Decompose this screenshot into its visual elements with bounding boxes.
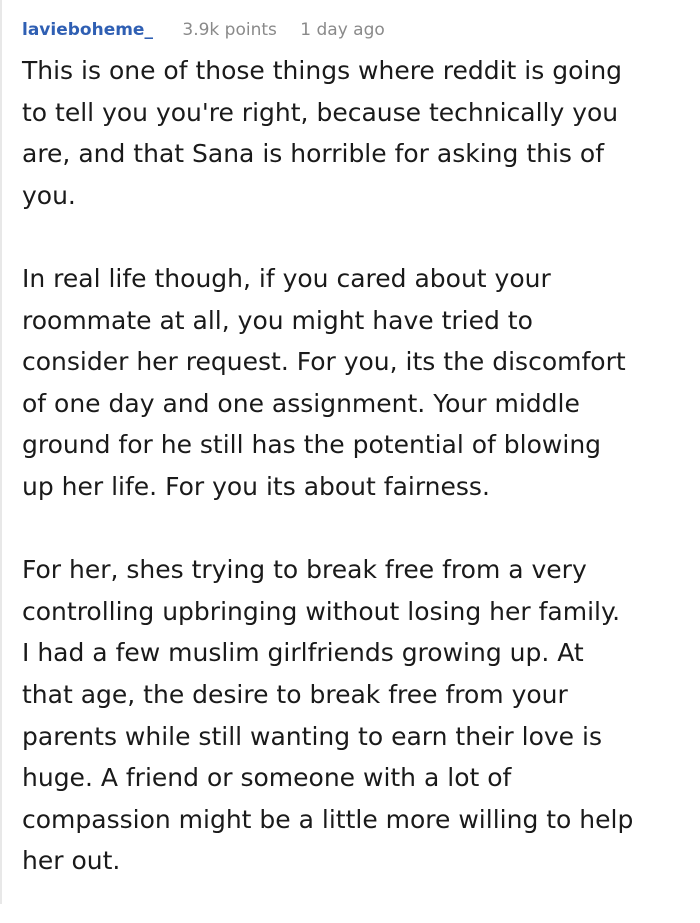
comment-line: controlling upbringing without losing her family. <box>22 596 621 626</box>
comment-line: compassion might be a little more willing to help <box>22 804 634 834</box>
comment-line: This is one of those things where reddit is going <box>22 56 623 85</box>
points-count: 3.9k points <box>182 20 277 40</box>
comment-paragraph <box>22 50 692 216</box>
comment-line: huge. A friend or someone with a lot of <box>22 763 512 793</box>
comment-paragraph <box>22 549 692 882</box>
comment-line: consider her request. For you, its the discomfort <box>22 347 626 377</box>
comment-line: to tell you you're right, because technically you <box>22 97 619 127</box>
comment-paragraph <box>22 258 692 508</box>
username-link[interactable]: lavieboheme_ <box>22 20 153 40</box>
comment-line: are, and that Sana is horrible for asking this of <box>22 139 604 169</box>
comment-line: you. <box>22 180 76 210</box>
comment-line: of one day and one assignment. Your middle <box>22 388 580 418</box>
comment-line: roommate at all, you might have tried to <box>22 305 533 335</box>
comment-line: I had a few muslim girlfriends growing up. At <box>22 638 584 668</box>
comment-thread-line <box>0 0 2 904</box>
comment-line: up her life. For you its about fairness. <box>22 471 490 501</box>
comment-line: her out. <box>22 846 121 876</box>
comment-line: parents while still wanting to earn their love is <box>22 721 602 751</box>
timestamp: 1 day ago <box>300 20 385 40</box>
comment-line: In real life though, if you cared about your <box>22 263 551 293</box>
comment-header <box>22 19 385 41</box>
comment-line: For her, shes trying to break free from a very <box>22 555 587 585</box>
comment-body <box>22 50 692 923</box>
comment-line: that age, the desire to break free from your <box>22 679 568 709</box>
comment-line: ground for he still has the potential of blowing <box>22 430 602 460</box>
